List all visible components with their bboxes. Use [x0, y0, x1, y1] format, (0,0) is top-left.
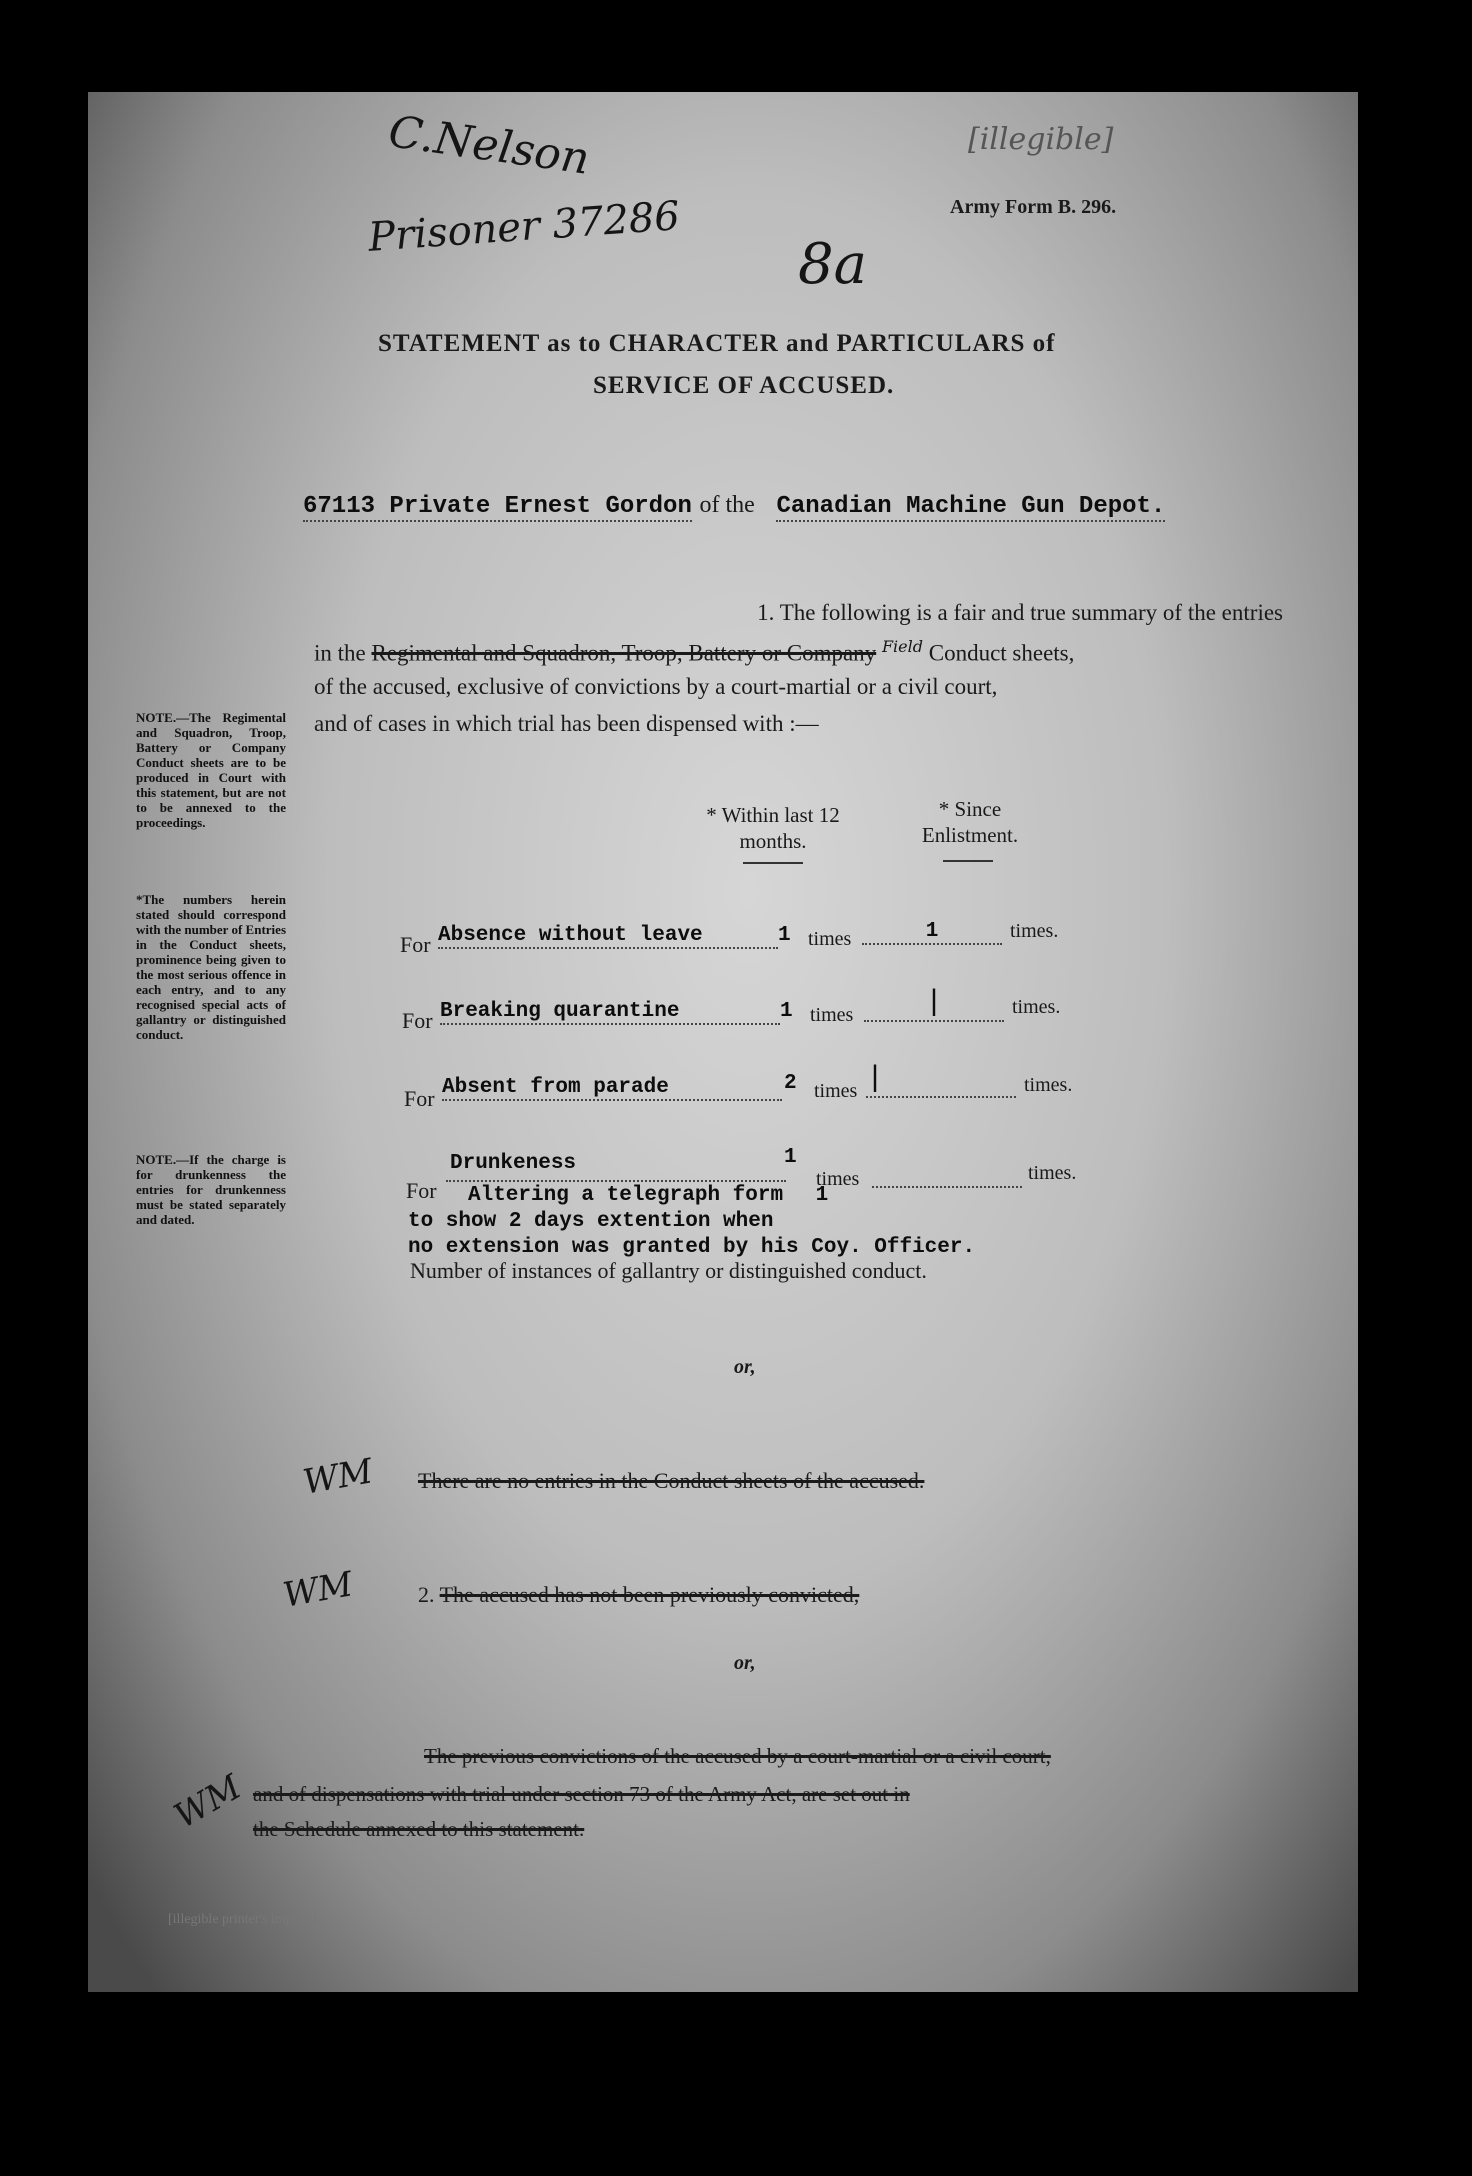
initials-signature: WM — [167, 1767, 249, 1837]
handwritten-prisoner-number: Prisoner 37286 — [366, 193, 682, 261]
times-label: times. — [1024, 1074, 1073, 1096]
offence-underline — [446, 1180, 786, 1182]
count-since-enlistment — [872, 1166, 1022, 1188]
previous-convictions-line1: The previous convictions of the accused by a court-martial or a civil court, — [424, 1744, 1051, 1768]
for-label: For — [404, 1086, 435, 1111]
para2-number: 2. — [418, 1582, 435, 1607]
offence-description: Drunkeness — [450, 1152, 577, 1175]
times-label: times. — [1012, 996, 1061, 1018]
extra-offence-text: Altering a telegraph form — [468, 1184, 784, 1207]
column-since-enlistment: * Since Enlistment. — [921, 797, 1019, 847]
para2-line — [418, 1582, 859, 1608]
count-last-12-months: 2 — [784, 1072, 797, 1095]
times-label: times — [814, 1080, 858, 1102]
of-the-label: of the — [699, 492, 755, 518]
count-last-12-months: 1 — [780, 1000, 793, 1023]
handwritten-name: C.Nelson — [385, 106, 593, 185]
offence-row — [400, 920, 1260, 964]
times-label: times — [808, 928, 852, 950]
form-number: Army Form B. 296. — [950, 196, 1117, 218]
margin-note-conduct-sheets: NOTE.—The Regimental and Squadron, Troop, Battery or Company Conduct sheets are to be produced in Court with this statement, but are not to be annexed to the proceedings. — [136, 710, 286, 830]
times-label: times. — [1010, 920, 1059, 942]
or-separator: or, — [734, 1356, 756, 1378]
extra-offence-line3: no extension was granted by his Coy. Officer. — [408, 1236, 976, 1259]
accused-unit: Canadian Machine Gun Depot. — [776, 493, 1166, 520]
para1-line4: and of cases in which trial has been dispensed with :— — [314, 711, 819, 736]
column2-rule — [943, 860, 993, 862]
for-label: For — [402, 1008, 433, 1033]
accused-line — [303, 490, 1333, 520]
times-label: times. — [1028, 1162, 1077, 1184]
margin-note-drunkenness: NOTE.—If the charge is for drunkenness the entries for drunkenness must be stated separately and dated. — [136, 1152, 286, 1227]
column-within-12-months: * Within last 12 months. — [706, 803, 840, 853]
for-label: For — [400, 932, 431, 957]
or-separator: or, — [734, 1652, 756, 1674]
margin-note-numbers: *The numbers herein stated should correspond with the number of Entries in the Conduct sheets, prominence being given to the most serious offence in each entry, and to any recognised special acts of gallantry or distinguished conduct. — [136, 892, 286, 1042]
count-since-enlistment: | — [864, 986, 1004, 1022]
initials-signature: WM — [280, 1564, 356, 1616]
count-since-enlistment: 1 — [862, 920, 1002, 945]
para1-struck-units: Regimental and Squadron, Troop, Battery or Company — [371, 640, 877, 666]
document-sheet — [88, 92, 1358, 1992]
previous-convictions-line3: the Schedule annexed to this statement. — [253, 1817, 585, 1841]
accused-name: 67113 Private Ernest Gordon — [303, 493, 692, 520]
offence-row — [404, 1062, 1264, 1116]
para1-line3: of the accused, exclusive of convictions by a court-martial or a civil court, — [314, 674, 998, 699]
handwritten-top-right: [illegible] — [968, 122, 1114, 157]
times-label: times — [810, 1004, 854, 1026]
offence-row — [402, 986, 1262, 1040]
para2-not-convicted: The accused has not been previously convicted, — [439, 1582, 860, 1607]
for-label: For — [406, 1178, 437, 1203]
offence-description: Absent from parade — [442, 1076, 782, 1101]
para1-line1: 1. The following is a fair and true summary of the entries — [757, 600, 1283, 625]
count-since-enlistment: | — [866, 1062, 1016, 1098]
para1-field-insert: Field — [881, 637, 923, 656]
column1-rule — [743, 862, 803, 864]
offence-description: Breaking quarantine — [440, 1000, 780, 1025]
extra-offence-count: 1 — [815, 1184, 829, 1207]
count-last-12-months: 1 — [784, 1146, 797, 1169]
count-last-12-months: 1 — [778, 924, 791, 947]
extra-offence-line2: to show 2 days extention when — [408, 1210, 774, 1233]
footer-imprint: [illegible printer's imprint] — [168, 1912, 317, 1927]
form-title-line2: SERVICE OF ACCUSED. — [593, 372, 895, 399]
no-entries-statement: There are no entries in the Conduct sheets of the accused. — [418, 1468, 925, 1493]
gallantry-line: Number of instances of gallantry or distinguished conduct. — [410, 1258, 927, 1283]
para1-line2 — [314, 637, 1284, 667]
times-label: times — [816, 1168, 860, 1190]
form-title-line1: STATEMENT as to CHARACTER and PARTICULARS of — [378, 330, 1056, 357]
para1-line2-prefix: in the — [314, 640, 366, 666]
para1-line2-suffix: Conduct sheets, — [928, 640, 1075, 666]
previous-convictions-line2: and of dispensations with trial under section 73 of the Army Act, are set out in — [253, 1782, 910, 1806]
offence-description: Absence without leave — [438, 924, 778, 949]
extra-offence-line1 — [468, 1184, 828, 1207]
initials-signature: WM — [300, 1451, 376, 1503]
handwritten-mark: 8a — [798, 232, 868, 297]
